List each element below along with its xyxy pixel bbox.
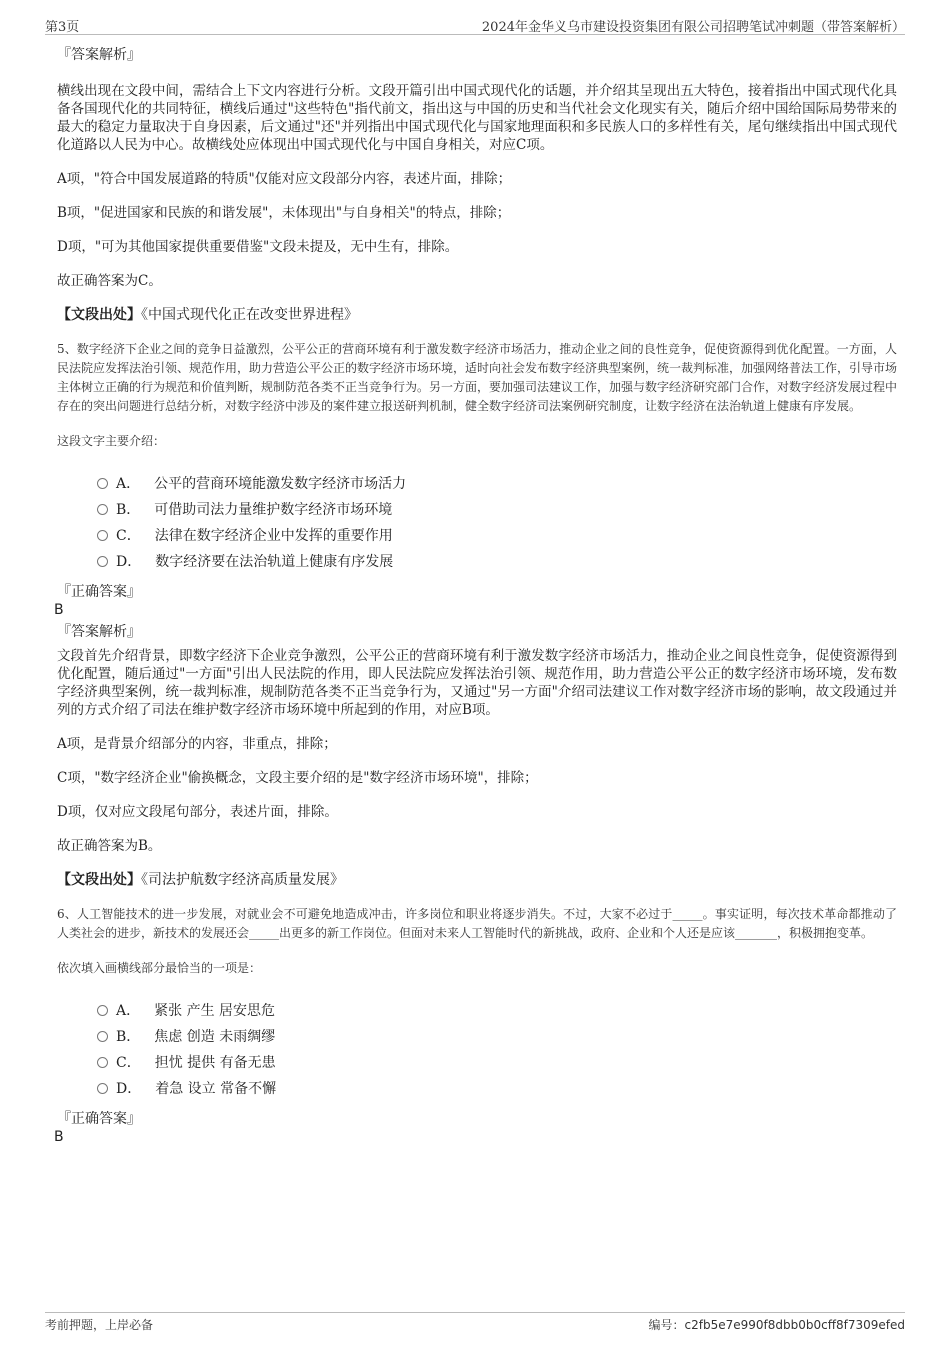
- q5-analysis-d: D项，仅对应文段尾句部分，表述片面，排除。: [57, 804, 338, 820]
- q6-option-d[interactable]: D． 着急 设立 常备不懈: [97, 1076, 897, 1102]
- document-body: [54, 46, 898, 1150]
- q5-conclusion: 故正确答案为B。: [57, 838, 162, 854]
- q5-options: [97, 471, 897, 575]
- radio-icon[interactable]: [97, 530, 108, 541]
- radio-icon[interactable]: [97, 1083, 108, 1094]
- q5-option-c[interactable]: C． 法律在数字经济企业中发挥的重要作用: [97, 523, 897, 549]
- q4-analysis-label: 『答案解析』: [57, 47, 141, 63]
- q5-source-title: 《司法护航数字经济高质量发展》: [141, 872, 344, 888]
- page-footer: [45, 1312, 905, 1337]
- page-number: 第3页: [45, 20, 80, 35]
- radio-icon[interactable]: [97, 478, 108, 489]
- q4-analysis-a: A项，"符合中国发展道路的特质"仅能对应文段部分内容，表述片面，排除；: [57, 171, 512, 187]
- q5-analysis-a: A项，是背景介绍部分的内容，非重点，排除；: [57, 736, 337, 752]
- q6-option-b[interactable]: B． 焦虑 创造 未雨绸缪: [97, 1024, 897, 1050]
- q6-options: [97, 998, 897, 1102]
- q5-answer-label: 『正确答案』: [57, 584, 141, 600]
- radio-icon[interactable]: [97, 1005, 108, 1016]
- q6-answer-label: 『正确答案』: [57, 1111, 141, 1127]
- q5-option-b[interactable]: B． 可借助司法力量维护数字经济市场环境: [97, 497, 897, 523]
- page-header: [45, 14, 905, 35]
- footer-slogan: 考前押题，上岸必备: [45, 1318, 154, 1332]
- q6-option-a[interactable]: A． 紧张 产生 居安思危: [97, 998, 897, 1024]
- q4-source-label: 【文段出处】: [57, 307, 141, 323]
- q4-analysis-text: 横线出现在文段中间，需结合上下文内容进行分析。文段开篇引出中国式现代化的话题，并介绍其呈现出五大特色，接着指出中国式现代化具备各国现代化的共同特征，横线后通过"这些特色"指代前文，指出这与中国的历史和当代社会文化现实有关，随后介绍中国给国际局势带来的最大的稳定力量取决于自身因素，后文通过"还"并列指出中国式现代化与国家地理面积和多民族人口的多样性有关，尾句继续指出中国式现代化道路以人民为中心。故横线处应体现出中国式现代化与中国自身相关，对应C项。: [57, 83, 897, 153]
- q5-analysis-label: 『答案解析』: [57, 624, 141, 640]
- q5-analysis-text: 文段首先介绍背景，即数字经济下企业竞争激烈，公平公正的营商环境有利于激发数字经济市场活力，推动企业之间良性竞争，促使资源得到优化配置，随后通过"一方面"引出人民法院的作用，即人民法院应发挥法治引领、规范作用，助力营造公平公正的数字经济市场环境，发布数字经济典型案例，统一裁判标准，规制防范各类不正当竞争行为，又通过"另一方面"介绍司法建议工作对数字经济市场的影响，故文段通过并列的方式介绍了司法在维护数字经济市场环境中所起到的作用，对应B项。: [57, 648, 897, 718]
- q4-conclusion: 故正确答案为C。: [57, 273, 162, 289]
- q5-source-label: 【文段出处】: [57, 872, 141, 888]
- q5-option-d[interactable]: D． 数字经济要在法治轨道上健康有序发展: [97, 549, 897, 575]
- document-title: 2024年金华义乌市建设投资集团有限公司招聘笔试冲刺题（带答案解析）: [481, 20, 905, 35]
- q5-stem: 5、数字经济下企业之间的竞争日益激烈，公平公正的营商环境有利于激发数字经济市场活力，推动企业之间的良性竞争，促使资源得到优化配置。一方面，人民法院应发挥法治引领、规范作用，助力营造公平公正的数字经济市场环境，适时向社会发布数字经济典型案例，统一裁判标准，加强网络普法工作，引导市场主体树立正确的行为规范和价值判断，规制防范各类不正当竞争行为。另一方面，要加强司法建议工作，加强与数字经济研究部门合作，对数字经济发展过程中存在的突出问题进行总结分析，对数字经济中涉及的案件建立报送研判机制，健全数字经济司法案例研究制度，让数字经济在法治轨道上健康有序发展。: [57, 342, 898, 413]
- q6-answer: B: [54, 1129, 64, 1145]
- q5-option-a[interactable]: A． 公平的营商环境能激发数字经济市场活力: [97, 471, 897, 497]
- q5-source: [57, 871, 897, 889]
- q6-prompt: 依次填入画横线部分最恰当的一项是：: [57, 961, 262, 975]
- q6-option-c[interactable]: C． 担忧 提供 有备无患: [97, 1050, 897, 1076]
- radio-icon[interactable]: [97, 556, 108, 567]
- q5-answer: B: [54, 602, 64, 618]
- q5-analysis-c: C项，"数字经济企业"偷换概念，文段主要介绍的是"数字经济市场环境"，排除；: [57, 770, 538, 786]
- radio-icon[interactable]: [97, 1031, 108, 1042]
- q6-stem: 6、人工智能技术的进一步发展，对就业会不可避免地造成冲击，许多岗位和职业将逐步消失。不过，大家不必过于_____。事实证明，每次技术革命都推动了人类社会的进步，新技术的发展还会_____出更多的新工作岗位。但面对未来人工智能时代的新挑战，政府、企业和个人还是应该_______，积极拥抱变革。: [57, 907, 897, 940]
- document-code: 编号：c2fb5e7e990f8dbb0b0cff8f7309efed: [648, 1318, 905, 1332]
- q5-prompt: 这段文字主要介绍：: [57, 434, 166, 448]
- q4-analysis-b: B项，"促进国家和民族的和谐发展"，未体现出"与自身相关"的特点，排除；: [57, 205, 511, 221]
- radio-icon[interactable]: [97, 1057, 108, 1068]
- radio-icon[interactable]: [97, 504, 108, 515]
- q4-source: [57, 306, 897, 324]
- q4-analysis-d: D项，"可为其他国家提供重要借鉴"文段未提及，无中生有，排除。: [57, 239, 459, 255]
- q4-source-title: 《中国式现代化正在改变世界进程》: [141, 307, 358, 323]
